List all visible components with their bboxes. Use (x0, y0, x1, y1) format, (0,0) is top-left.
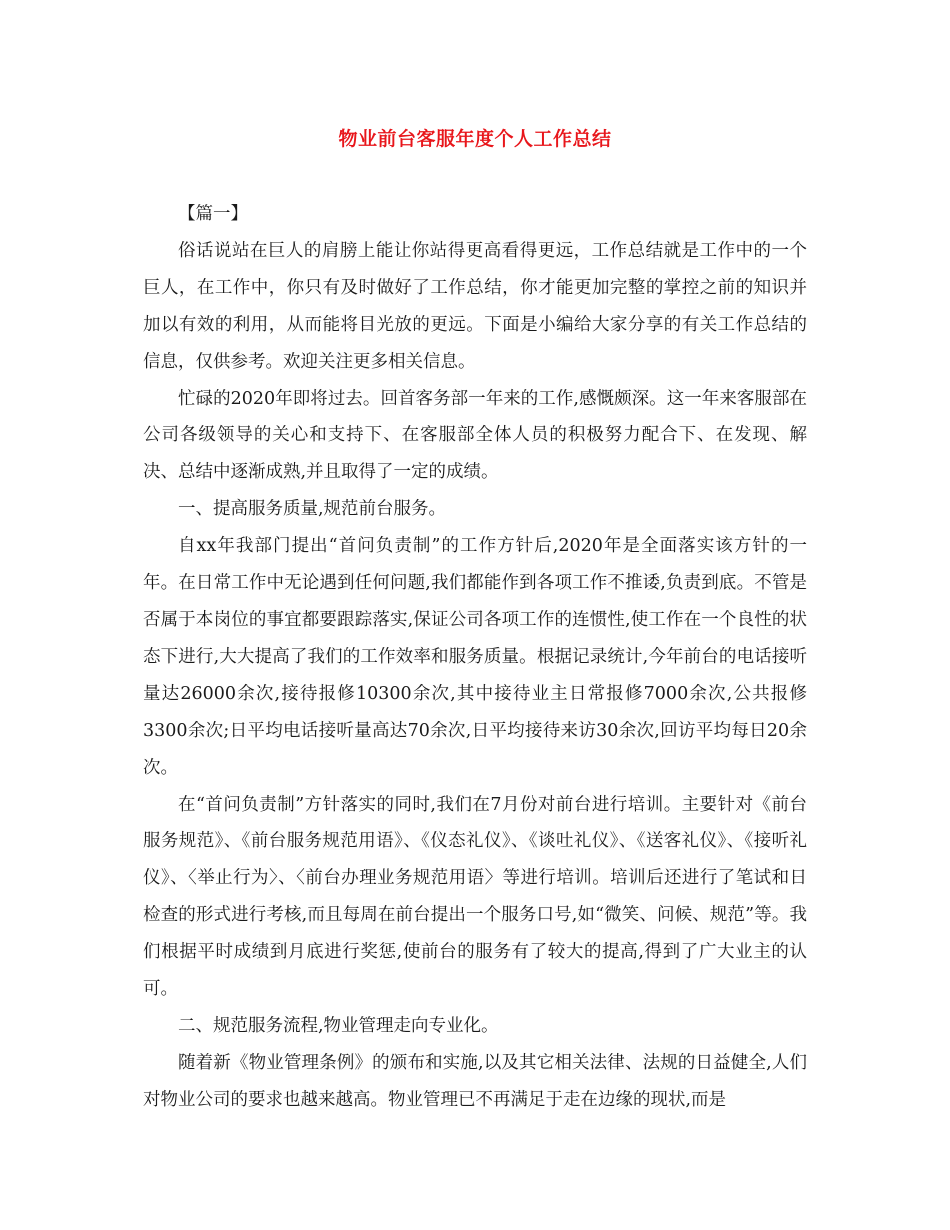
document-body (143, 196, 807, 1119)
paragraph-overview: 忙碌的2020年即将过去。回首客务部一年来的工作,感慨颇深。这一年来客服部在公司各级领导的关心和支持下、在客服部全体人员的积极努力配合下、在发现、解决、总结中逐渐成熟,并且取得了一定的成绩。 (143, 388, 807, 483)
paragraph-first-responsibility: 自xx年我部门提出“首问负责制”的工作方针后,2020年是全面落实该方针的一年。在日常工作中无论遇到任何问题,我们都能作到各项工作不推诿,负责到底。不管是否属于本岗位的事宜都要跟踪落实,保证公司各项工作的连惯性,使工作在一个良性的状态下进行,大大提高了我们的工作效率和服务质量。根据记录统计,今年前台的电话接听量达26000余次,接待报修10300余次,其中接待业主日常报修7000余次,公共报修3300余次;日平均电话接听量高达70余次,日平均接待来访30余次,回访平均每日20余次。 (143, 536, 807, 778)
document-title: 物业前台客服年度个人工作总结 (338, 128, 612, 150)
paragraph-intro: 俗话说站在巨人的肩膀上能让你站得更高看得更远，工作总结就是工作中的一个巨人，在工作中，你只有及时做好了工作总结，你才能更加完整的掌控之前的知识并加以有效的利用，从而能将目光放的更远。下面是小编给大家分享的有关工作总结的信息，仅供参考。欢迎关注更多相关信息。 (143, 240, 807, 372)
heading-service-quality: 一、提高服务质量,规范前台服务。 (178, 499, 447, 520)
section-label: 【篇一】 (178, 204, 248, 224)
paragraph-regulations: 随着新《物业管理条例》的颁布和实施,以及其它相关法律、法规的日益健全,人们对物业公司的要求也越来越高。物业管理已不再满足于走在边缘的现状,而是 (143, 1052, 807, 1110)
paragraph-training: 在“首问负责制”方针落实的同时,我们在7月份对前台进行培训。主要针对《前台服务规范》、《前台服务规范用语》、《仪态礼仪》、《谈吐礼仪》、《送客礼仪》、《接听礼仪》、〈举止行为〉、〈前台办理业务规范用语〉等进行培训。培训后还进行了笔试和日检查的形式进行考核,而且每周在前台提出一个服务口号,如“微笑、问候、规范”等。我们根据平时成绩到月底进行奖惩,使前台的服务有了较大的提高,得到了广大业主的认可。 (143, 794, 807, 1000)
heading-service-process: 二、规范服务流程,物业管理走向专业化。 (178, 1015, 499, 1036)
